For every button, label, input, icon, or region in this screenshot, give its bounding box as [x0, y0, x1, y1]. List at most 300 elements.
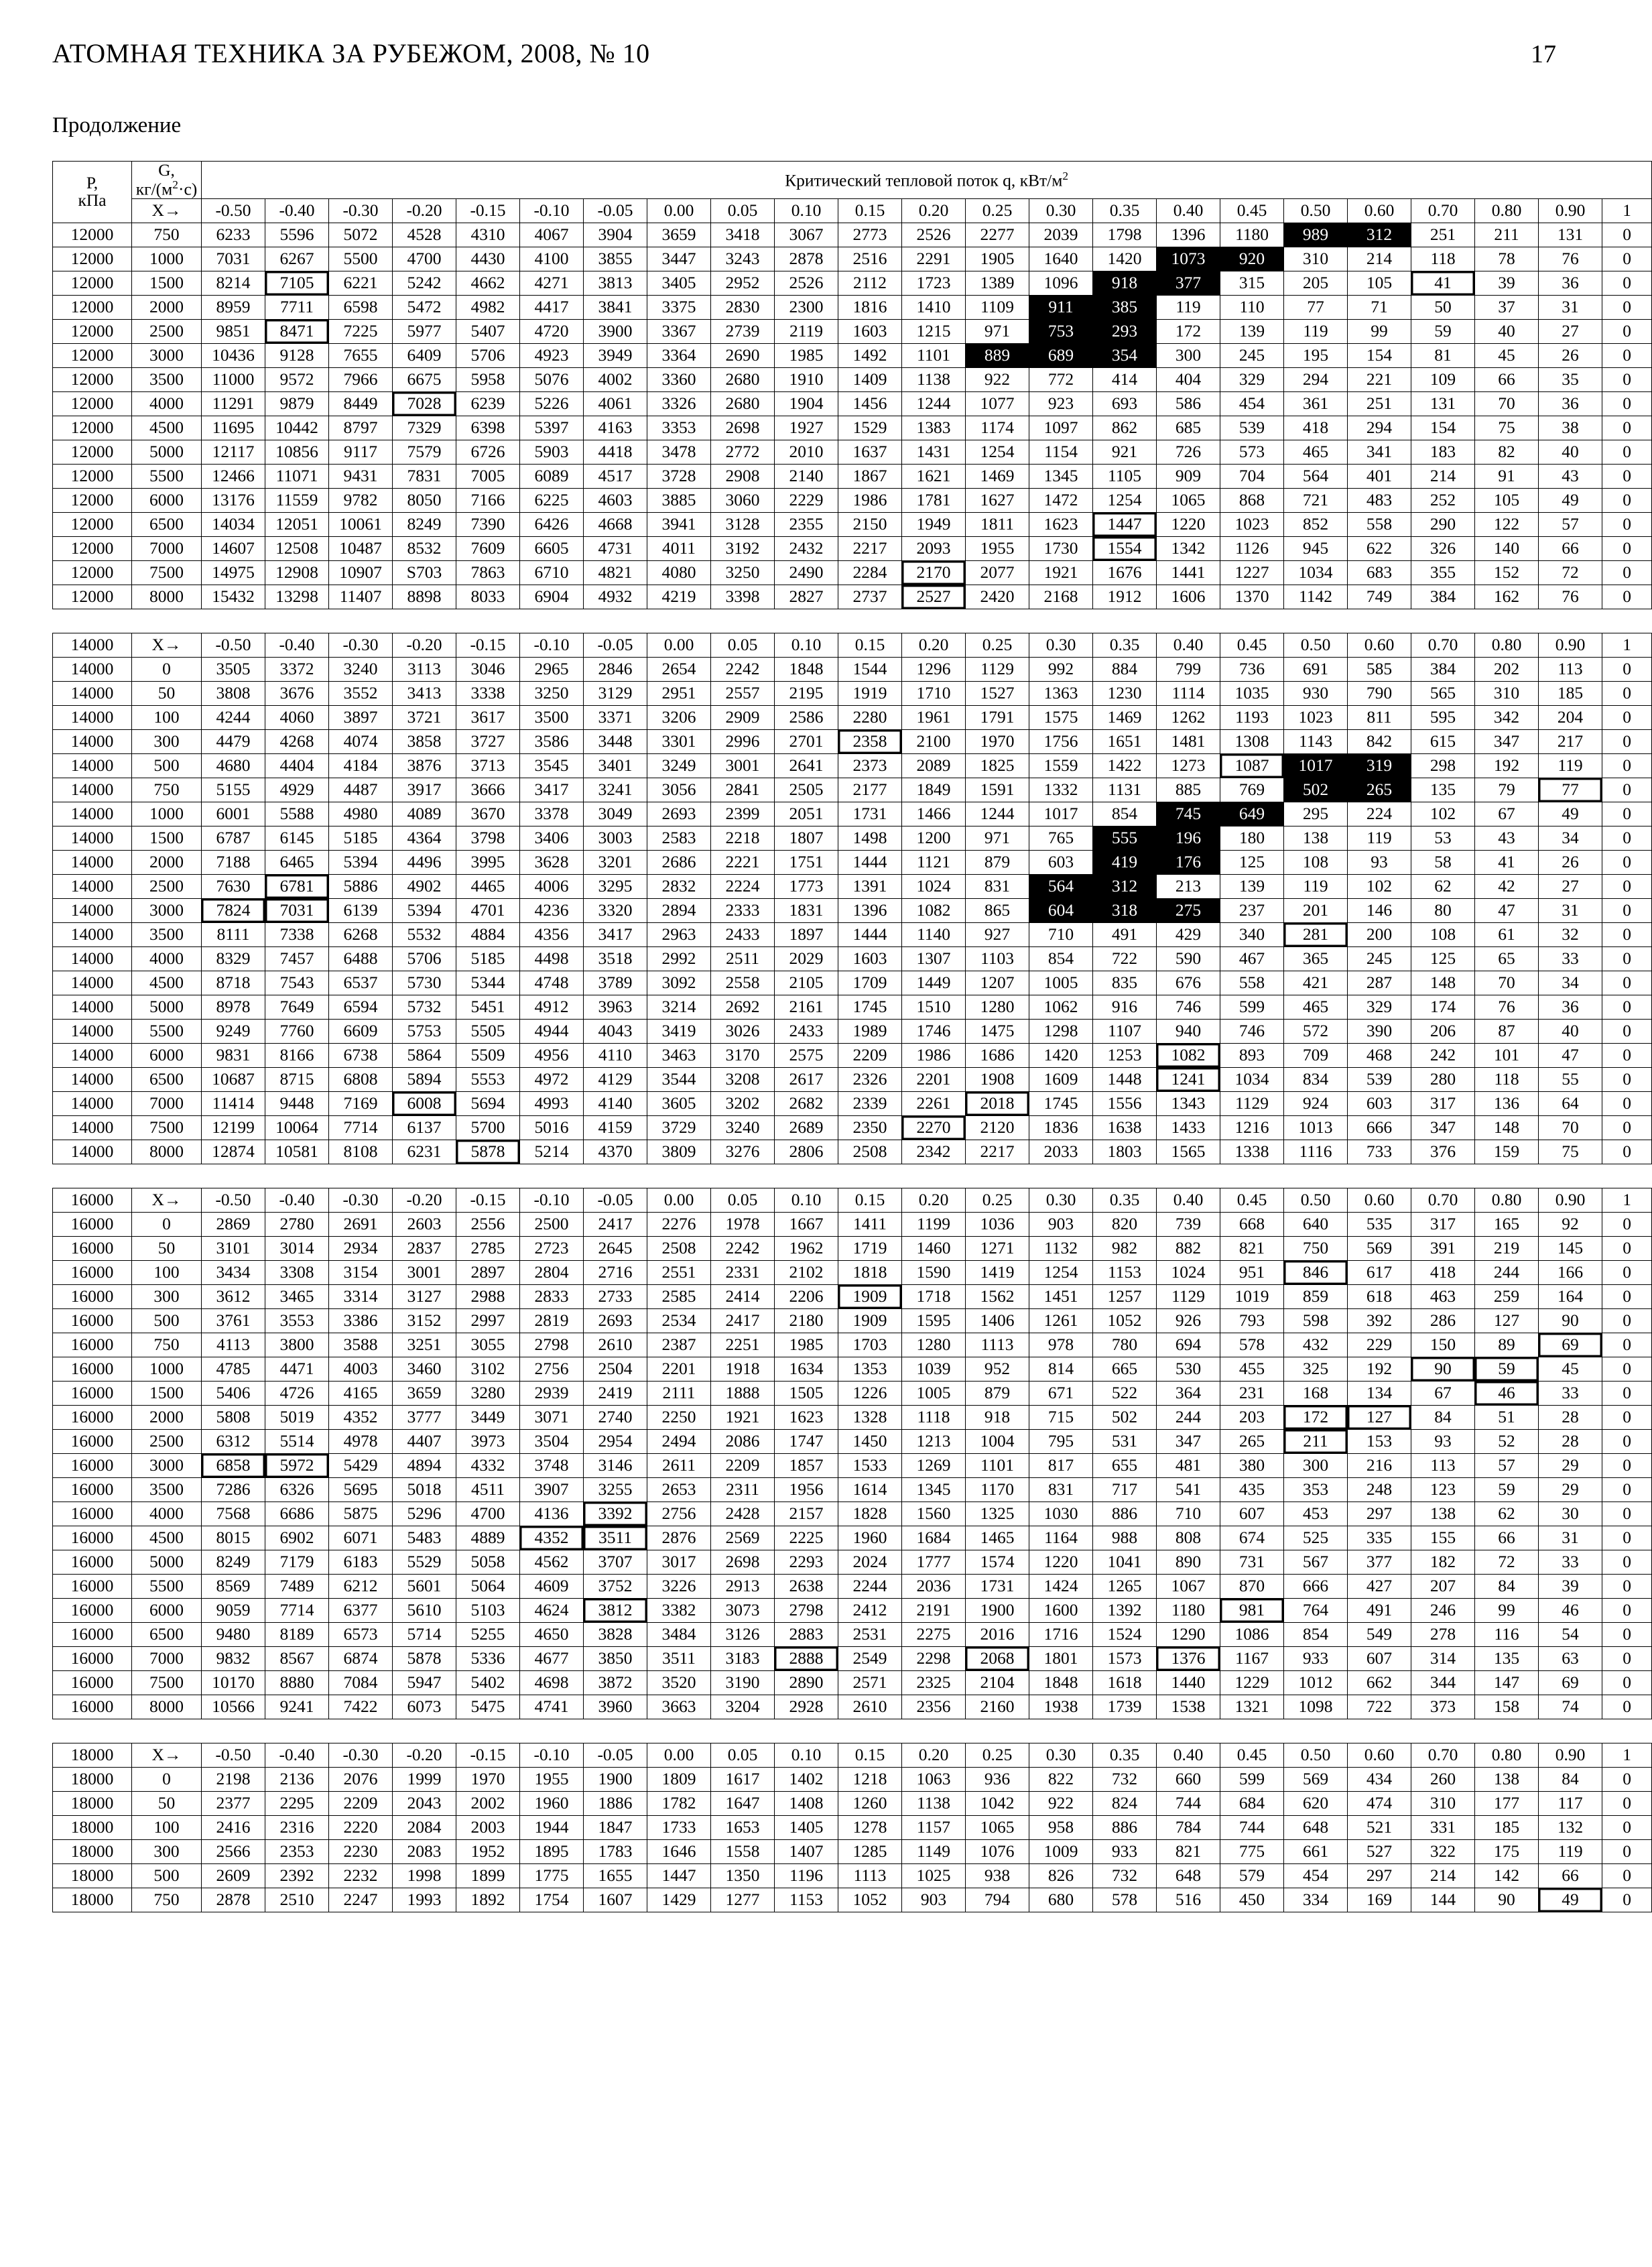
cell-heatflux: 6137: [393, 1115, 456, 1140]
cell-heatflux: 3060: [711, 488, 775, 512]
cell-heatflux: 1709: [838, 971, 902, 995]
cell-heatflux: 6071: [329, 1526, 393, 1550]
cell-heatflux: 2997: [456, 1308, 520, 1333]
cell-heatflux: 940: [1157, 1019, 1220, 1043]
cell-heatflux: 1082: [902, 898, 966, 922]
cell-heatflux: 1213: [902, 1429, 966, 1453]
cell-heatflux: 1140: [902, 922, 966, 946]
cell-heatflux: 419: [1093, 850, 1157, 874]
cell-heatflux: 1684: [902, 1526, 966, 1550]
cell-heatflux: 251: [1411, 223, 1475, 247]
cell-heatflux: 2076: [329, 1767, 393, 1791]
cell-heatflux: 0: [1602, 753, 1652, 778]
cell-heatflux: 1791: [966, 705, 1029, 729]
cell-heatflux: 4929: [265, 778, 329, 802]
cell-heatflux: 1676: [1093, 560, 1157, 585]
cell-heatflux: 1450: [838, 1429, 902, 1453]
cell-heatflux: 835: [1093, 971, 1157, 995]
cell-heatflux: 2508: [838, 1140, 902, 1164]
cell-heatflux: 870: [1220, 1574, 1284, 1598]
cell-heatflux: 1142: [1284, 585, 1348, 609]
cell-massflux: 4500: [132, 971, 202, 995]
cell-heatflux: 8111: [202, 922, 265, 946]
cell-heatflux: 890: [1157, 1550, 1220, 1574]
cell-heatflux: 1623: [1029, 512, 1093, 536]
cell-heatflux: 1005: [1029, 971, 1093, 995]
cell-heatflux: 237: [1220, 898, 1284, 922]
cell-heatflux: 0: [1602, 223, 1652, 247]
cell-heatflux: 784: [1157, 1815, 1220, 1839]
cell-heatflux: 1773: [775, 874, 838, 898]
cell-pressure: 12000: [53, 464, 132, 488]
cell-heatflux: 3676: [265, 681, 329, 705]
cell-heatflux: 2250: [647, 1405, 711, 1429]
x-value-header: 0.20: [902, 1188, 966, 1212]
cell-heatflux: 1595: [902, 1308, 966, 1333]
cell-heatflux: 0: [1602, 1115, 1652, 1140]
cell-heatflux: 2689: [775, 1115, 838, 1140]
cell-heatflux: 879: [966, 850, 1029, 874]
x-value-header: 0.25: [966, 1743, 1029, 1767]
cell-heatflux: 2653: [647, 1477, 711, 1502]
cell-heatflux: 0: [1602, 391, 1652, 416]
cell-heatflux: 842: [1348, 729, 1411, 753]
cell-heatflux: 384: [1411, 657, 1475, 681]
cell-heatflux: 7390: [456, 512, 520, 536]
cell-heatflux: 3419: [647, 1019, 711, 1043]
cell-heatflux: 5500: [329, 247, 393, 271]
cell-heatflux: 202: [1475, 657, 1539, 681]
cell-heatflux: 0: [1602, 560, 1652, 585]
cell-heatflux: 2913: [711, 1574, 775, 1598]
x-value-header: -0.20: [393, 1743, 456, 1767]
cell-heatflux: 72: [1539, 560, 1602, 585]
cell-heatflux: 7422: [329, 1695, 393, 1719]
cell-heatflux: 12908: [265, 560, 329, 585]
cell-massflux: 750: [132, 223, 202, 247]
cell-heatflux: 7028: [393, 391, 456, 416]
cell-heatflux: 342: [1475, 705, 1539, 729]
cell-heatflux: 3808: [202, 681, 265, 705]
x-value-header: -0.50: [202, 1743, 265, 1767]
cell-heatflux: 1422: [1093, 753, 1157, 778]
x-value-header: -0.30: [329, 633, 393, 657]
cell-heatflux: 8532: [393, 536, 456, 560]
cell-pressure: 14000: [53, 946, 132, 971]
cell-heatflux: 3707: [584, 1550, 647, 1574]
cell-heatflux: 2399: [711, 802, 775, 826]
cell-heatflux: 1226: [838, 1381, 902, 1405]
cell-heatflux: 1332: [1029, 778, 1093, 802]
cell-pressure: 12000: [53, 536, 132, 560]
cell-heatflux: 4650: [520, 1622, 584, 1646]
table-row: [53, 1260, 1652, 1284]
cell-heatflux: 4011: [647, 536, 711, 560]
cell-heatflux: 2293: [775, 1550, 838, 1574]
cell-heatflux: 764: [1284, 1598, 1348, 1622]
cell-heatflux: 331: [1411, 1815, 1475, 1839]
cell-heatflux: 2416: [202, 1815, 265, 1839]
cell-heatflux: 1429: [647, 1888, 711, 1912]
cell-heatflux: 8718: [202, 971, 265, 995]
cell-heatflux: 12466: [202, 464, 265, 488]
cell-heatflux: 3154: [329, 1260, 393, 1284]
cell-heatflux: 671: [1029, 1381, 1093, 1405]
cell-heatflux: 1591: [966, 778, 1029, 802]
cell-heatflux: 5429: [329, 1453, 393, 1477]
cell-heatflux: 4972: [520, 1067, 584, 1091]
cell-heatflux: 598: [1284, 1308, 1348, 1333]
cell-heatflux: 8797: [329, 416, 393, 440]
cell-heatflux: 1730: [1029, 536, 1093, 560]
cell-heatflux: 2878: [202, 1888, 265, 1912]
cell-heatflux: 204: [1539, 705, 1602, 729]
cell-heatflux: 5753: [393, 1019, 456, 1043]
cell-heatflux: 51: [1475, 1405, 1539, 1429]
table-row: [53, 1067, 1652, 1091]
cell-heatflux: 1269: [902, 1453, 966, 1477]
cell-heatflux: 1036: [966, 1212, 1029, 1236]
cell-heatflux: 971: [966, 826, 1029, 850]
cell-heatflux: 3520: [647, 1670, 711, 1695]
cell-heatflux: 10061: [329, 512, 393, 536]
cell-heatflux: 981: [1220, 1598, 1284, 1622]
cell-heatflux: 1667: [775, 1212, 838, 1236]
cell-heatflux: 1396: [838, 898, 902, 922]
cell-heatflux: 922: [1029, 1791, 1093, 1815]
cell-pressure: 14000: [53, 802, 132, 826]
cell-heatflux: 1405: [775, 1815, 838, 1839]
table-row: [53, 488, 1652, 512]
cell-heatflux: 87: [1475, 1019, 1539, 1043]
cell-heatflux: 1481: [1157, 729, 1220, 753]
cell-heatflux: 1345: [902, 1477, 966, 1502]
cell-heatflux: 1558: [711, 1839, 775, 1863]
cell-heatflux: 5483: [393, 1526, 456, 1550]
cell-heatflux: 2387: [647, 1333, 711, 1357]
cell-heatflux: 4993: [520, 1091, 584, 1115]
cell-heatflux: 326: [1411, 536, 1475, 560]
cell-heatflux: 4332: [456, 1453, 520, 1477]
cell-heatflux: 3800: [265, 1333, 329, 1357]
cell-heatflux: 1623: [775, 1405, 838, 1429]
cell-heatflux: 0: [1602, 367, 1652, 391]
table-row: [53, 802, 1652, 826]
cell-heatflux: 162: [1475, 585, 1539, 609]
x-value-header: 0.50: [1284, 1743, 1348, 1767]
cell-massflux: 5500: [132, 1574, 202, 1598]
cell-heatflux: 113: [1539, 657, 1602, 681]
cell-heatflux: 101: [1475, 1043, 1539, 1067]
cell-heatflux: 5019: [265, 1405, 329, 1429]
cell-heatflux: 1241: [1157, 1067, 1220, 1091]
cell-heatflux: 6874: [329, 1646, 393, 1670]
cell-heatflux: 2420: [966, 585, 1029, 609]
cell-heatflux: 2209: [329, 1791, 393, 1815]
cell-heatflux: 2275: [902, 1622, 966, 1646]
cell-heatflux: 242: [1411, 1043, 1475, 1067]
cell-heatflux: 1944: [520, 1815, 584, 1839]
cell-pressure: 14000: [53, 1043, 132, 1067]
cell-heatflux: 251: [1348, 391, 1411, 416]
cell-heatflux: 8959: [202, 295, 265, 319]
cell-heatflux: 3813: [584, 271, 647, 295]
cell-heatflux: 2432: [775, 536, 838, 560]
cell-heatflux: 0: [1602, 971, 1652, 995]
cell-heatflux: 1554: [1093, 536, 1157, 560]
cell-heatflux: 4624: [520, 1598, 584, 1622]
cell-heatflux: 295: [1284, 802, 1348, 826]
cell-heatflux: 1857: [775, 1453, 838, 1477]
cell-heatflux: 29: [1539, 1477, 1602, 1502]
cell-heatflux: 3605: [647, 1091, 711, 1115]
cell-heatflux: 3073: [711, 1598, 775, 1622]
cell-heatflux: 4113: [202, 1333, 265, 1357]
cell-massflux: 7000: [132, 536, 202, 560]
cell-heatflux: 1754: [520, 1888, 584, 1912]
cell-heatflux: 1718: [902, 1284, 966, 1308]
cell-heatflux: 3448: [584, 729, 647, 753]
cell-heatflux: 3014: [265, 1236, 329, 1260]
cell-heatflux: 1370: [1220, 585, 1284, 609]
cell-heatflux: 6221: [329, 271, 393, 295]
table-header-row: [53, 162, 1652, 199]
cell-heatflux: 2002: [456, 1791, 520, 1815]
cell-heatflux: 7031: [265, 898, 329, 922]
cell-heatflux: 2230: [329, 1839, 393, 1863]
cell-heatflux: 27: [1539, 319, 1602, 343]
cell-heatflux: 6594: [329, 995, 393, 1019]
cell-heatflux: 1164: [1029, 1526, 1093, 1550]
cell-heatflux: 3588: [329, 1333, 393, 1357]
cell-heatflux: 10170: [202, 1670, 265, 1695]
cell-heatflux: 0: [1602, 1236, 1652, 1260]
table-row: [53, 585, 1652, 609]
cell-massflux: 300: [132, 729, 202, 753]
cell-heatflux: 1433: [1157, 1115, 1220, 1140]
cell-heatflux: 780: [1093, 1333, 1157, 1357]
cell-heatflux: 29: [1539, 1453, 1602, 1477]
cell-heatflux: 859: [1284, 1284, 1348, 1308]
cell-pressure: 18000: [53, 1791, 132, 1815]
cell-heatflux: 3789: [584, 971, 647, 995]
cell-massflux: 750: [132, 1333, 202, 1357]
cell-heatflux: 5529: [393, 1550, 456, 1574]
cell-heatflux: 2510: [265, 1888, 329, 1912]
cell-heatflux: 1157: [902, 1815, 966, 1839]
cell-heatflux: 1731: [838, 802, 902, 826]
cell-massflux: 3000: [132, 1453, 202, 1477]
cell-heatflux: 2247: [329, 1888, 393, 1912]
cell-heatflux: 3505: [202, 657, 265, 681]
cell-heatflux: 1041: [1093, 1550, 1157, 1574]
cell-pressure: 16000: [53, 1405, 132, 1429]
cell-heatflux: 248: [1348, 1477, 1411, 1502]
cell-heatflux: 549: [1348, 1622, 1411, 1646]
cell-heatflux: 3465: [265, 1284, 329, 1308]
cell-heatflux: 8108: [329, 1140, 393, 1164]
cell-heatflux: 2232: [329, 1863, 393, 1888]
cell-heatflux: 1447: [1093, 512, 1157, 536]
cell-heatflux: 2417: [584, 1212, 647, 1236]
cell-heatflux: 2119: [775, 319, 838, 343]
cell-heatflux: 135: [1475, 1646, 1539, 1670]
cell-heatflux: 1798: [1093, 223, 1157, 247]
cell-heatflux: 0: [1602, 247, 1652, 271]
cell-heatflux: 119: [1348, 826, 1411, 850]
cell-heatflux: 1469: [1093, 705, 1157, 729]
cell-heatflux: 145: [1539, 1236, 1602, 1260]
cell-heatflux: 2609: [202, 1863, 265, 1888]
cell-pressure: 16000: [53, 1646, 132, 1670]
cell-heatflux: 2191: [902, 1598, 966, 1622]
cell-heatflux: 2846: [584, 657, 647, 681]
cell-massflux: 7500: [132, 1670, 202, 1695]
cell-heatflux: 2698: [711, 416, 775, 440]
cell-heatflux: 2883: [775, 1622, 838, 1646]
cell-heatflux: 325: [1284, 1357, 1348, 1381]
cell-heatflux: 746: [1220, 1019, 1284, 1043]
cell-heatflux: 3071: [520, 1405, 584, 1429]
cell-heatflux: 3295: [584, 874, 647, 898]
cell-heatflux: 1431: [902, 440, 966, 464]
cell-heatflux: 525: [1284, 1526, 1348, 1550]
table-row: [53, 1622, 1652, 1646]
cell-heatflux: 312: [1348, 223, 1411, 247]
cell-heatflux: 62: [1475, 1502, 1539, 1526]
cell-heatflux: 347: [1475, 729, 1539, 753]
cell-heatflux: 4944: [520, 1019, 584, 1043]
cell-pressure: 14000: [53, 705, 132, 729]
cell-heatflux: 1138: [902, 367, 966, 391]
cell-heatflux: 66: [1475, 367, 1539, 391]
cell-heatflux: 154: [1348, 343, 1411, 367]
x-value-header: 0.25: [966, 633, 1029, 657]
cell-heatflux: 1498: [838, 826, 902, 850]
cell-heatflux: 142: [1475, 1863, 1539, 1888]
cell-heatflux: 0: [1602, 1333, 1652, 1357]
cell-heatflux: 1441: [1157, 560, 1220, 585]
cell-heatflux: 1955: [966, 536, 1029, 560]
cell-heatflux: 0: [1602, 681, 1652, 705]
cell-heatflux: 3405: [647, 271, 711, 295]
cell-heatflux: 1107: [1093, 1019, 1157, 1043]
cell-heatflux: 113: [1411, 1453, 1475, 1477]
cell-heatflux: 0: [1602, 1405, 1652, 1429]
cell-heatflux: 185: [1475, 1815, 1539, 1839]
cell-heatflux: 168: [1284, 1381, 1348, 1405]
cell-heatflux: 118: [1411, 247, 1475, 271]
cell-heatflux: 214: [1348, 247, 1411, 271]
cell-heatflux: 1076: [966, 1839, 1029, 1863]
cell-massflux: 50: [132, 1791, 202, 1815]
cell-heatflux: 0: [1602, 440, 1652, 464]
cell-heatflux: 2756: [647, 1502, 711, 1526]
cell-heatflux: 7711: [265, 295, 329, 319]
cell-heatflux: 2890: [775, 1670, 838, 1695]
cell-heatflux: 5185: [456, 946, 520, 971]
cell-heatflux: 1825: [966, 753, 1029, 778]
cell-heatflux: 1254: [1093, 488, 1157, 512]
cell-heatflux: 310: [1284, 247, 1348, 271]
cell-heatflux: 34: [1539, 826, 1602, 850]
cell-heatflux: 4932: [584, 585, 647, 609]
cell-heatflux: 603: [1348, 1091, 1411, 1115]
cell-heatflux: 3663: [647, 1695, 711, 1719]
cell-heatflux: 119: [1539, 1839, 1602, 1863]
table-row: [53, 416, 1652, 440]
cell-heatflux: 5808: [202, 1405, 265, 1429]
cell-heatflux: 2585: [647, 1284, 711, 1308]
cell-heatflux: 5018: [393, 1477, 456, 1502]
cell-heatflux: 6233: [202, 223, 265, 247]
table-row: [53, 729, 1652, 753]
cell-heatflux: 8880: [265, 1670, 329, 1695]
cell-heatflux: 1524: [1093, 1622, 1157, 1646]
cell-heatflux: 0: [1602, 802, 1652, 826]
cell-heatflux: 67: [1411, 1381, 1475, 1405]
cell-heatflux: 57: [1475, 1453, 1539, 1477]
cell-heatflux: 11695: [202, 416, 265, 440]
cell-heatflux: 2996: [711, 729, 775, 753]
cell-heatflux: 6537: [329, 971, 393, 995]
cell-heatflux: 6008: [393, 1091, 456, 1115]
cell-heatflux: 9448: [265, 1091, 329, 1115]
cell-heatflux: 6312: [202, 1429, 265, 1453]
cell-heatflux: 722: [1348, 1695, 1411, 1719]
cell-heatflux: 8249: [202, 1550, 265, 1574]
cell-heatflux: 971: [966, 319, 1029, 343]
cell-heatflux: 516: [1157, 1888, 1220, 1912]
cell-heatflux: 1230: [1093, 681, 1157, 705]
cell-massflux: 0: [132, 657, 202, 681]
cell-heatflux: 46: [1539, 1598, 1602, 1622]
x-value-header: 0.10: [775, 1188, 838, 1212]
cell-heatflux: 3406: [520, 826, 584, 850]
cell-massflux: 6000: [132, 488, 202, 512]
cell-heatflux: 1590: [902, 1260, 966, 1284]
cell-heatflux: 0: [1602, 295, 1652, 319]
cell-heatflux: 1782: [647, 1791, 711, 1815]
cell-heatflux: 1448: [1093, 1067, 1157, 1091]
cell-heatflux: 125: [1411, 946, 1475, 971]
cell-heatflux: 294: [1348, 416, 1411, 440]
cell-heatflux: 312: [1093, 874, 1157, 898]
cell-heatflux: 4978: [329, 1429, 393, 1453]
cell-heatflux: 660: [1157, 1767, 1220, 1791]
table-row: [53, 826, 1652, 850]
cell-heatflux: 811: [1348, 705, 1411, 729]
page-header: [52, 38, 1556, 73]
cell-heatflux: 1167: [1220, 1646, 1284, 1670]
x-value-header: 0.00: [647, 633, 711, 657]
cell-heatflux: 3360: [647, 367, 711, 391]
cell-heatflux: 176: [1157, 850, 1220, 874]
cell-heatflux: 2610: [584, 1333, 647, 1357]
cell-heatflux: 2036: [902, 1574, 966, 1598]
cell-heatflux: 3353: [647, 416, 711, 440]
cell-heatflux: 6598: [329, 295, 393, 319]
cell-heatflux: 195: [1284, 343, 1348, 367]
cell-heatflux: 5509: [456, 1043, 520, 1067]
block-x-header-row: [53, 1743, 1652, 1767]
table-row: [53, 922, 1652, 946]
x-value-header: 0.05: [711, 633, 775, 657]
cell-heatflux: 2326: [838, 1067, 902, 1091]
cell-heatflux: 2339: [838, 1091, 902, 1115]
cell-heatflux: 1406: [966, 1308, 1029, 1333]
cell-heatflux: 1533: [838, 1453, 902, 1477]
